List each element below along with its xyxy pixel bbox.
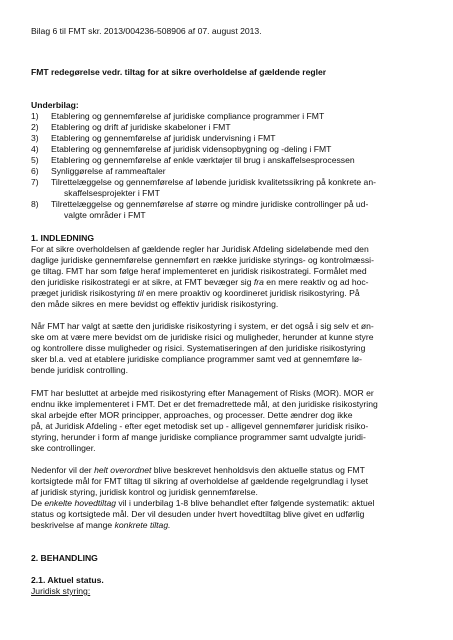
- list-item: Synliggørelse af rammeaftaler: [51, 166, 166, 176]
- underbilag-heading: Underbilag:: [31, 100, 79, 110]
- section-heading: 2. BEHANDLING: [31, 553, 98, 563]
- paragraph-line: kortsigtede mål for FMT tiltag til sikring af overholdelse af gældende regelgrundlag i lyset: [31, 476, 369, 486]
- paragraph-line: og kontrollere disse muligheder og risici. Systematiseringen af den juridiske risikostyring: [31, 343, 366, 353]
- paragraph-line: den måde sikres en mere bevidst og effektiv juridisk risikostyring.: [31, 299, 279, 309]
- paragraph-line: ske om at være mere bevidst om de juridiske risici og muligheder, herunder at kunne styre: [31, 332, 374, 342]
- list-item-number: 1): [31, 111, 39, 121]
- subsection-heading: 2.1. Aktuel status.: [31, 575, 104, 585]
- subsection-subheading: Juridisk styring:: [31, 586, 91, 596]
- paragraph-line: den juridiske risikostrategi er at sikre, at FMT bevæger sig fra en mere reaktiv og ad hoc-: [31, 277, 369, 287]
- list-item: Etablering og gennemførelse af juridisk vidensopbygning og -deling i FMT: [51, 144, 332, 154]
- list-item-number: 7): [31, 177, 39, 187]
- document-title: FMT redegørelse vedr. tiltag for at sikre overholdelse af gældende regler: [31, 67, 327, 77]
- list-item-number: 2): [31, 122, 39, 132]
- list-item: Etablering og drift af juridiske skabeloner i FMT: [51, 122, 231, 132]
- section-heading: 1. INDLEDNING: [31, 233, 95, 243]
- list-item: Tilrettelæggelse og gennemførelse af løbende juridisk kvalitetssikring på konkrete an-: [51, 177, 376, 187]
- list-item-number: 6): [31, 166, 39, 176]
- paragraph-line: For at sikre overholdelsen af gældende regler har Juridisk Afdeling sideløbende med den: [31, 244, 369, 254]
- paragraph-line: bende juridisk controlling.: [31, 365, 128, 375]
- list-item: Etablering og gennemførelse af juridiske compliance programmer i FMT: [51, 111, 325, 121]
- paragraph-line: skal arbejde efter MOR principper, approaches, og processer. Dette ændrer dog ikke: [31, 410, 353, 420]
- list-item-number: 5): [31, 155, 39, 165]
- list-item-continuation: skaffelsesprojekter i FMT: [64, 188, 160, 198]
- list-item: Etablering og gennemførelse af juridisk undervisning i FMT: [51, 133, 276, 143]
- list-item: Etablering og gennemførelse af enkle værktøjer til brug i anskaffelsesprocessen: [51, 155, 355, 165]
- list-item-number: 3): [31, 133, 39, 143]
- paragraph-line: på, at Juridisk Afdeling - efter eget metodisk set up - alligevel gennemfører juridisk risiko-: [31, 421, 369, 431]
- paragraph-line: endnu ikke implementeret i FMT. Det er det fremadrettede mål, at den juridiske risikostyring: [31, 399, 378, 409]
- list-item: Tilrettelæggelse og gennemførelse af større og mindre juridiske controllinger på ud-: [51, 199, 369, 209]
- paragraph-line: ske controllinger.: [31, 443, 96, 453]
- paragraph-line: FMT har besluttet at arbejde med risikostyring efter Management of Risks (MOR). MOR er: [31, 388, 374, 398]
- paragraph-line: De enkelte hovedtiltag vil i underbilag 1-8 blive behandlet efter følgende systematik: aktuel: [31, 498, 375, 508]
- paragraph-line: sker bl.a. ved at etablere juridiske compliance programmer samt ved at gennemføre lø-: [31, 354, 362, 364]
- list-item-number: 8): [31, 199, 39, 209]
- list-item-continuation: valgte områder i FMT: [64, 210, 146, 220]
- paragraph-line: ge tiltag. FMT har som følge heraf implementeret en juridisk risikostrategi. Formålet med: [31, 266, 367, 276]
- paragraph-line: daglige juridiske gennemførelse gennemført en række juridiske styrings- og kontrolmæssi-: [31, 255, 374, 265]
- paragraph-line: styring, herunder i form af mange juridiske compliance programmer samt udvalgte juridi-: [31, 432, 366, 442]
- paragraph-line: præget juridisk risikostyring til en mere proaktiv og koordineret juridisk risikostyring. På: [31, 288, 360, 298]
- paragraph-line: beskrivelse af mange konkrete tiltag.: [31, 520, 171, 530]
- paragraph-line: af juridisk styring, juridisk kontrol og juridisk gennemførelse.: [31, 487, 258, 497]
- document-header: Bilag 6 til FMT skr. 2013/004236-508906 af 07. august 2013.: [31, 26, 262, 36]
- paragraph-line: status og kortsigtede mål. Der vil desuden under hvert hovedtiltag blive givet en udførlig: [31, 509, 365, 519]
- paragraph-line: Når FMT har valgt at sætte den juridiske risikostyring i system, er det også i sig selv et øn-: [31, 321, 374, 331]
- paragraph-line: Nedenfor vil der helt overordnet blive beskrevet henholdsvis den aktuelle status og FMT: [31, 465, 365, 475]
- list-item-number: 4): [31, 144, 39, 154]
